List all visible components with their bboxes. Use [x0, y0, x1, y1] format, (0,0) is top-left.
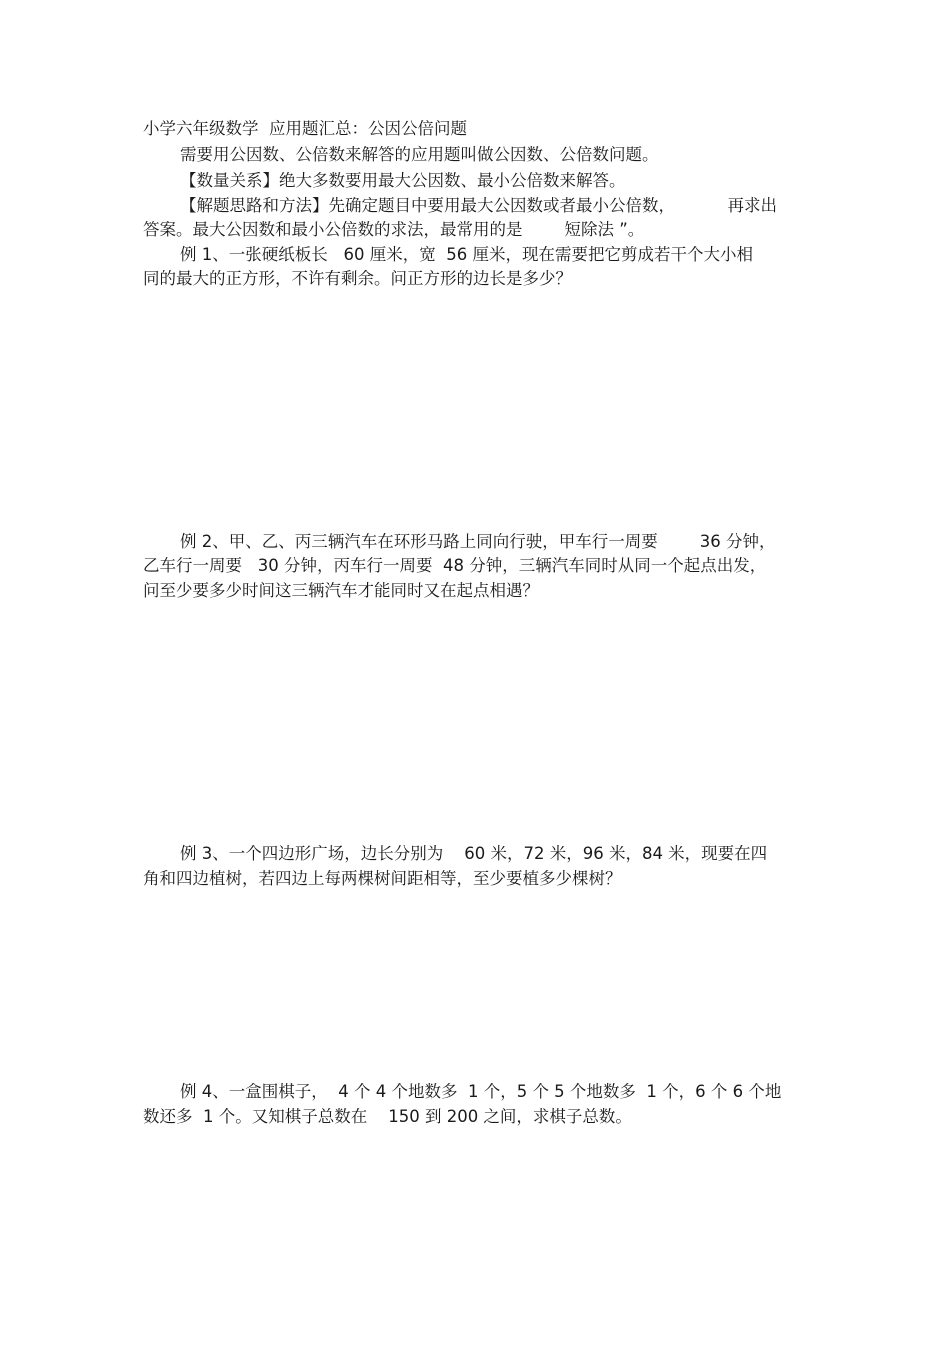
example-4-line-1: 例 4、一盒围棋子， 4 个 4 个地数多 1 个，5 个 5 个地数多 1 个，6 个 6 个地 [180, 1082, 782, 1101]
method-paragraph-line-2: 答案。最大公因数和最小公倍数的求法，最常用的是 短除法 ”。 [143, 220, 645, 239]
document-title: 小学六年级数学 应用题汇总：公因公倍问题 [143, 119, 467, 138]
quantity-relation-paragraph: 【数量关系】绝大多数要用最大公因数、最小公倍数来解答。 [180, 171, 626, 190]
intro-paragraph: 需要用公因数、公倍数来解答的应用题叫做公因数、公倍数问题。 [180, 145, 659, 164]
example-2-line-2: 乙车行一周要 30 分钟，丙车行一周要 48 分钟，三辆汽车同时从同一个起点出发， [143, 556, 767, 575]
example-1-line-2: 同的最大的正方形，不许有剩余。问正方形的边长是多少？ [143, 269, 572, 288]
example-3-line-1: 例 3、一个四边形广场，边长分别为 60 米，72 米，96 米，84 米，现要在四 [180, 844, 768, 863]
method-paragraph-line-1: 【解题思路和方法】先确定题目中要用最大公因数或者最小公倍数， 再求出 [180, 196, 777, 215]
example-1-line-1: 例 1、一张硬纸板长 60 厘米，宽 56 厘米，现在需要把它剪成若干个大小相 [180, 245, 753, 264]
example-4-line-2: 数还多 1 个。又知棋子总数在 150 到 200 之间，求棋子总数。 [143, 1107, 632, 1126]
example-2-line-1: 例 2、甲、乙、丙三辆汽车在环形马路上同向行驶，甲车行一周要 36 分钟， [180, 532, 776, 551]
example-2-line-3: 问至少要多少时间这三辆汽车才能同时又在起点相遇？ [143, 581, 539, 600]
example-3-line-2: 角和四边植树，若四边上每两棵树间距相等，至少要植多少棵树？ [143, 869, 622, 888]
